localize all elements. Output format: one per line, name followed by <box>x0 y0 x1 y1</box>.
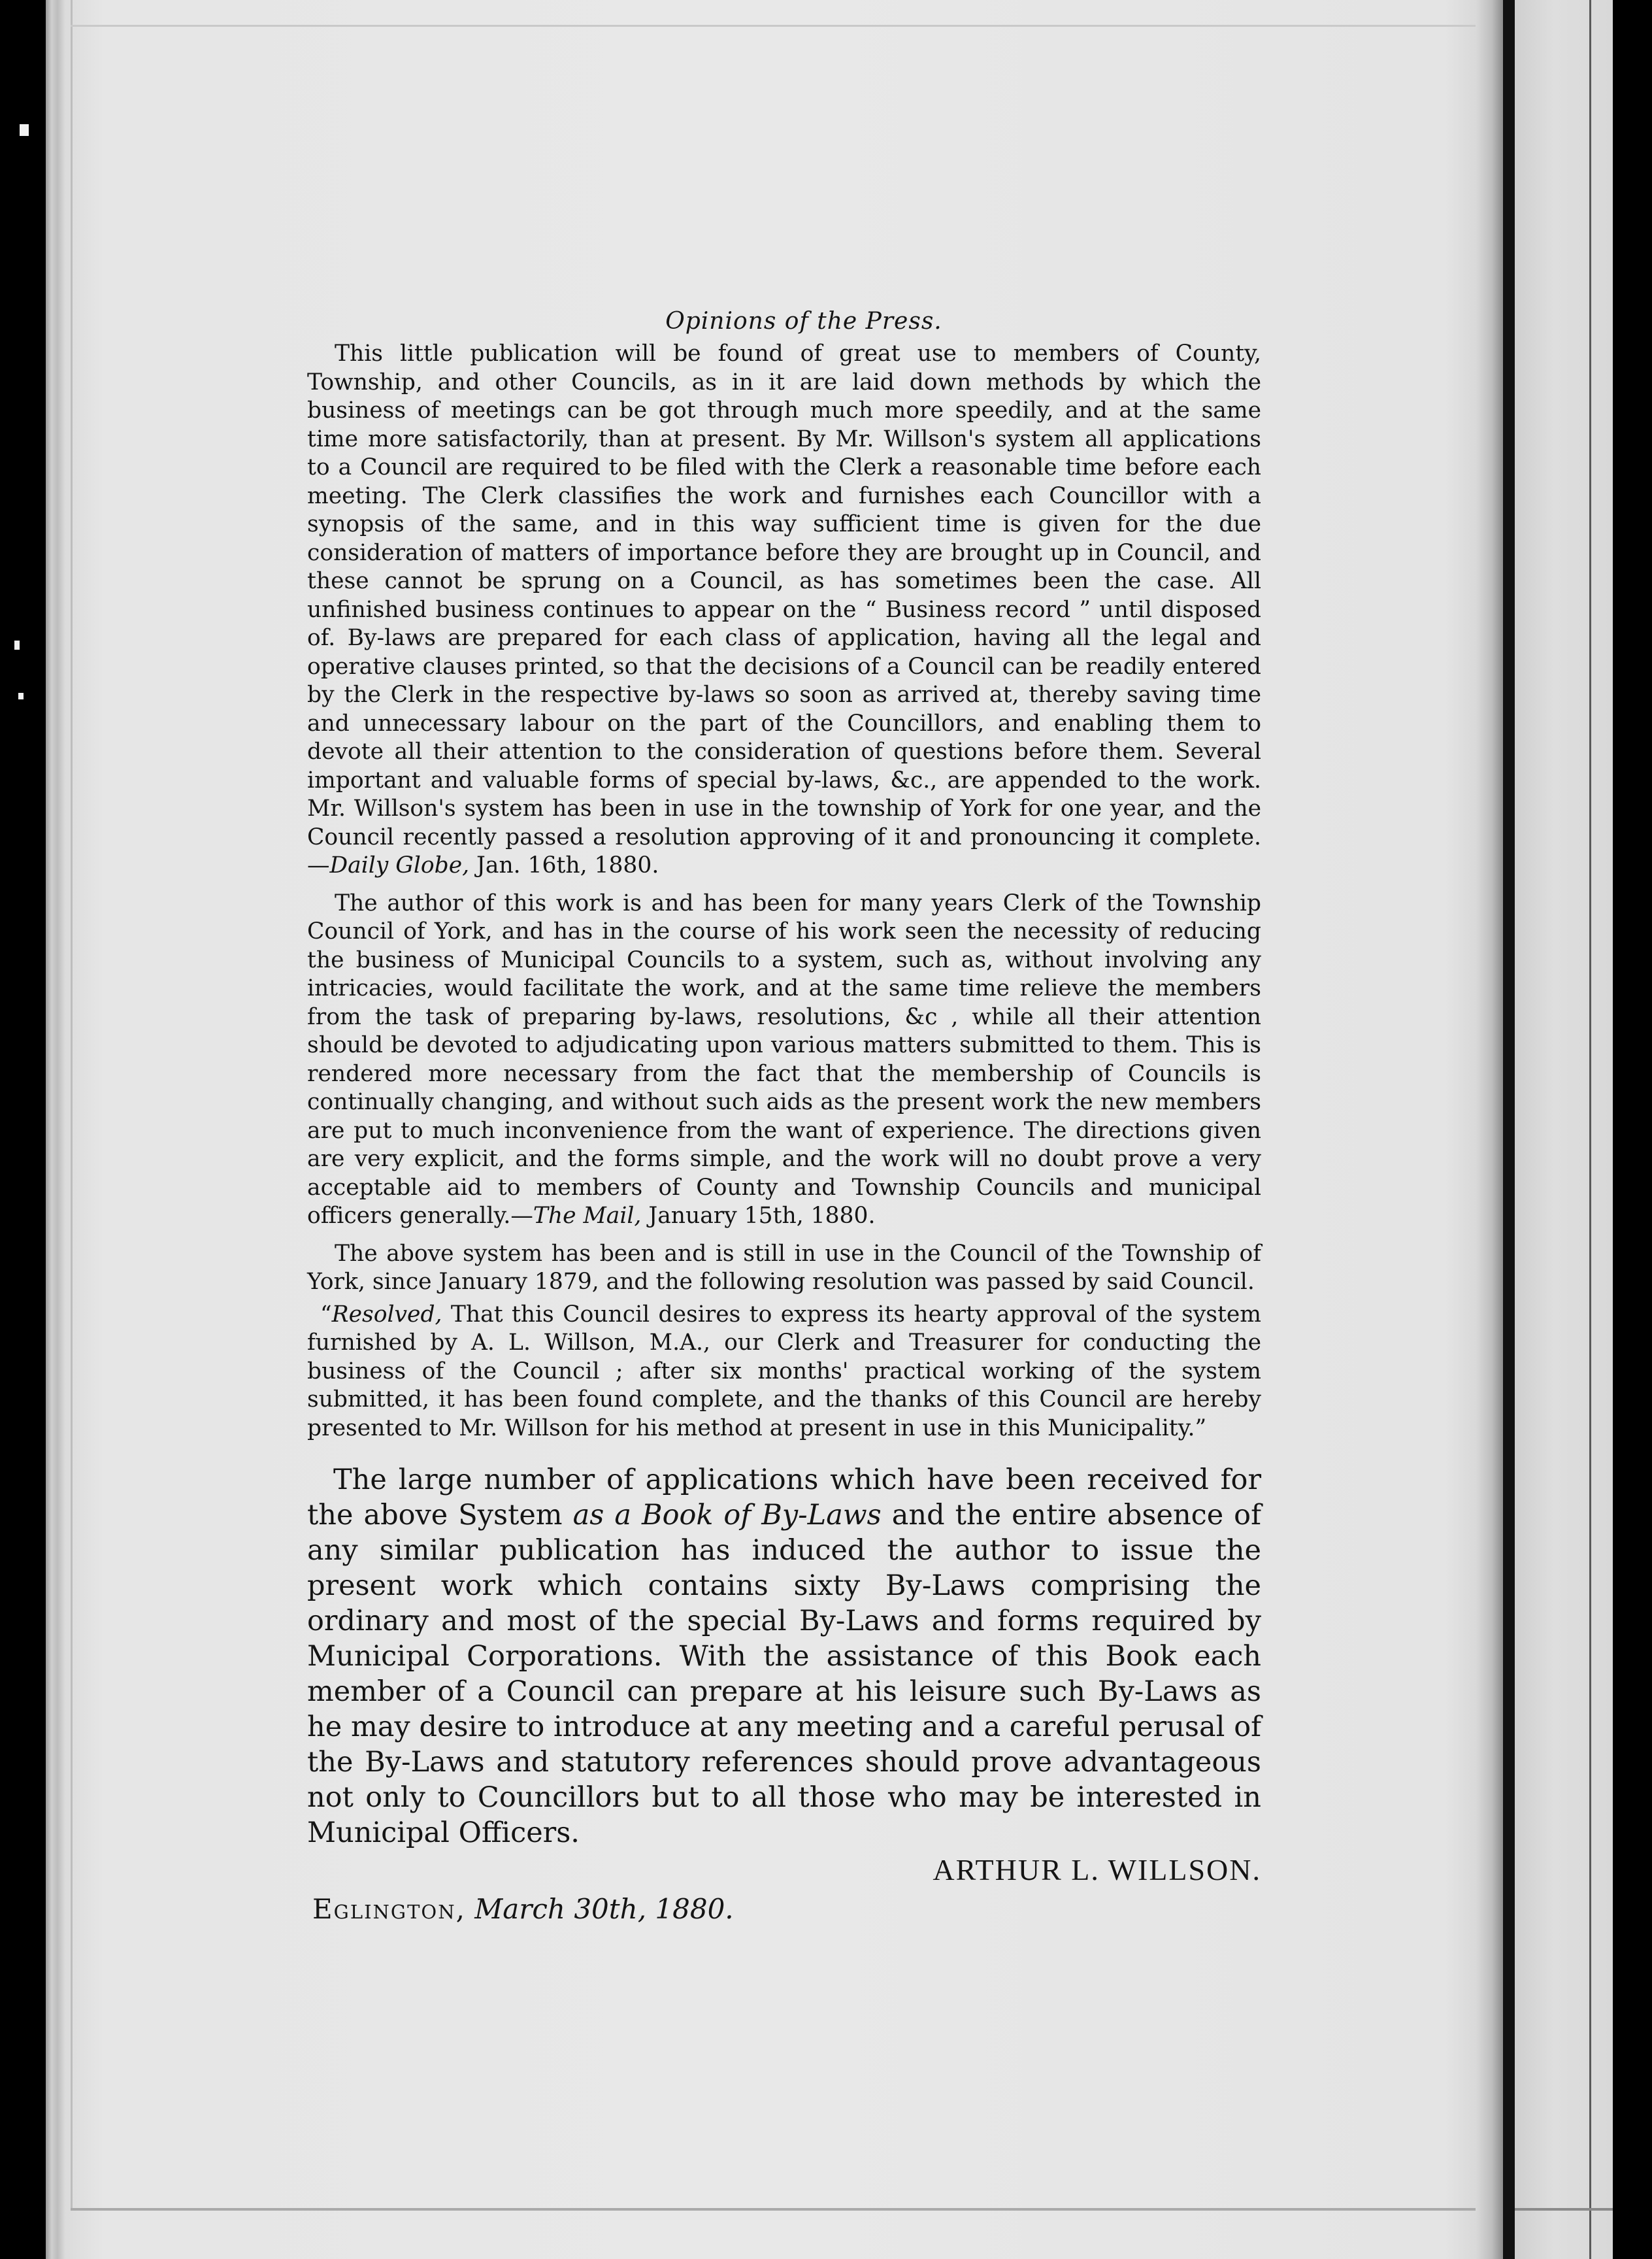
resolution-keyword: Resolved, <box>331 1301 442 1328</box>
council-resolution <box>307 1301 1261 1443</box>
page-left-border <box>46 0 65 2259</box>
edge-speck <box>18 693 24 699</box>
page-top-margin-line <box>71 25 1476 27</box>
preface-part-1: The large number of applications which have been received for the above System <box>307 1464 1261 1531</box>
mail-review <box>307 890 1261 1231</box>
edge-speck <box>14 641 20 650</box>
author-preface <box>307 1462 1261 1850</box>
system-note <box>307 1240 1261 1297</box>
system-note-text: The above system has been and is still in use in the Council of the Township of York, since January 1879, and the following resolution was passed by said Council. <box>307 1240 1261 1295</box>
page-right-edge <box>1476 0 1503 2259</box>
press-heading: Opinions of the Press. <box>665 308 942 335</box>
author-signature: ARTHUR L. WILLSON. <box>933 1853 1261 1886</box>
next-page-strip <box>1515 0 1613 2259</box>
resolution-open-quote: “ <box>320 1301 332 1328</box>
globe-review-body: This little publication will be found of great use to members of County, Township, and other Councils, as in it are laid down methods by which the business of meetings can be got through much more speedily, and at the same time more satisfactorily, than at present. By Mr. Willson's system all applications to a Council are required to be filed with the Clerk a reasonable time before each meeting. The Clerk classifies the work and furnishes each Councillor with a synopsis of the same, and in this way sufficient time is given for the due consideration of matters of importance before they are brought up in Council, and these cannot be sprung on a Council, as has sometimes been the case. All unfinished business continues to appear on the “ Business record ” until disposed of. By-laws are prepared for each class of application, having all the legal and operative clauses printed, so that the decisions of a Council can be readily entered by the Clerk in the respective by-laws so soon as arrived at, thereby saving time and unnecessary labour on the part of the Councillors, and enabling them to devote all their attention to the consideration of questions before them. Several important and valuable forms of special by-laws, &c., are appended to the work. Mr. Willson's system has been in use in the township of York for one year, and the Council recently passed a resolution approving of it and pronouncing it complete.— <box>307 341 1261 878</box>
edge-speck <box>20 124 29 136</box>
next-page-rule <box>1589 0 1591 2259</box>
mail-review-date: January 15th, 1880. <box>641 1203 876 1229</box>
mail-review-source: The Mail, <box>533 1203 642 1229</box>
signing-date: March 30th, 1880. <box>465 1893 734 1925</box>
page-bottom-margin-line <box>71 2208 1476 2211</box>
gutter-shadow <box>1503 0 1515 2259</box>
place-name: Eglington, <box>312 1893 466 1925</box>
globe-review <box>307 340 1261 880</box>
mail-review-body: The author of this work is and has been for many years Clerk of the Township Council of York, and has in the course of his work seen the necessity of reducing the business of Municipal Councils to a system, such as, without involving any intricacies, would facilitate the work, and at the same time relieve the members from the task of preparing by-laws, resolutions, &c , while all their attention should be devoted to adjudicating upon various matters submitted to them. This is rendered more necessary from the fact that the membership of Councils is continually changing, and without such aids as the present work the new members are put to much inconvenience from the want of experience. The directions given are very explicit, and the forms simple, and the work will no doubt prove a very acceptable aid to members of County and Township Councils and municipal officers generally.— <box>307 890 1261 1229</box>
globe-review-source: Daily Globe, <box>329 852 470 878</box>
preface-part-2: and the entire absence of any similar publication has induced the author to issue the present work which contains sixty By-Laws comprising the ordinary and most of the special By-Laws and forms required by Municipal Corporations. With the assistance of this Book each member of a Council can prepare at his leisure such By-Laws as he may desire to introduce at any meeting and a careful perusal of the By-Laws and statutory references should prove advantageous not only to Councillors but to all those who may be interested in Municipal Officers. <box>307 1499 1261 1849</box>
place-and-date <box>312 1892 1261 1926</box>
resolution-body: That this Council desires to express its hearty approval of the system furnished by A. L. Willson, M.A., our Clerk and Treasurer for conducting the business of the Council ; after six months' practical working of the system submitted, it has been found complete, and the thanks of this Council are hereby presented to Mr. Willson for his method at present in use in this Municipality.” <box>307 1301 1261 1441</box>
document-text <box>307 307 1261 1926</box>
globe-review-date: Jan. 16th, 1880. <box>469 852 659 878</box>
page-inner-margin-line <box>71 0 73 2209</box>
next-page-bottom-line <box>1515 2208 1613 2211</box>
preface-italic: as a Book of By-Laws <box>572 1499 882 1531</box>
